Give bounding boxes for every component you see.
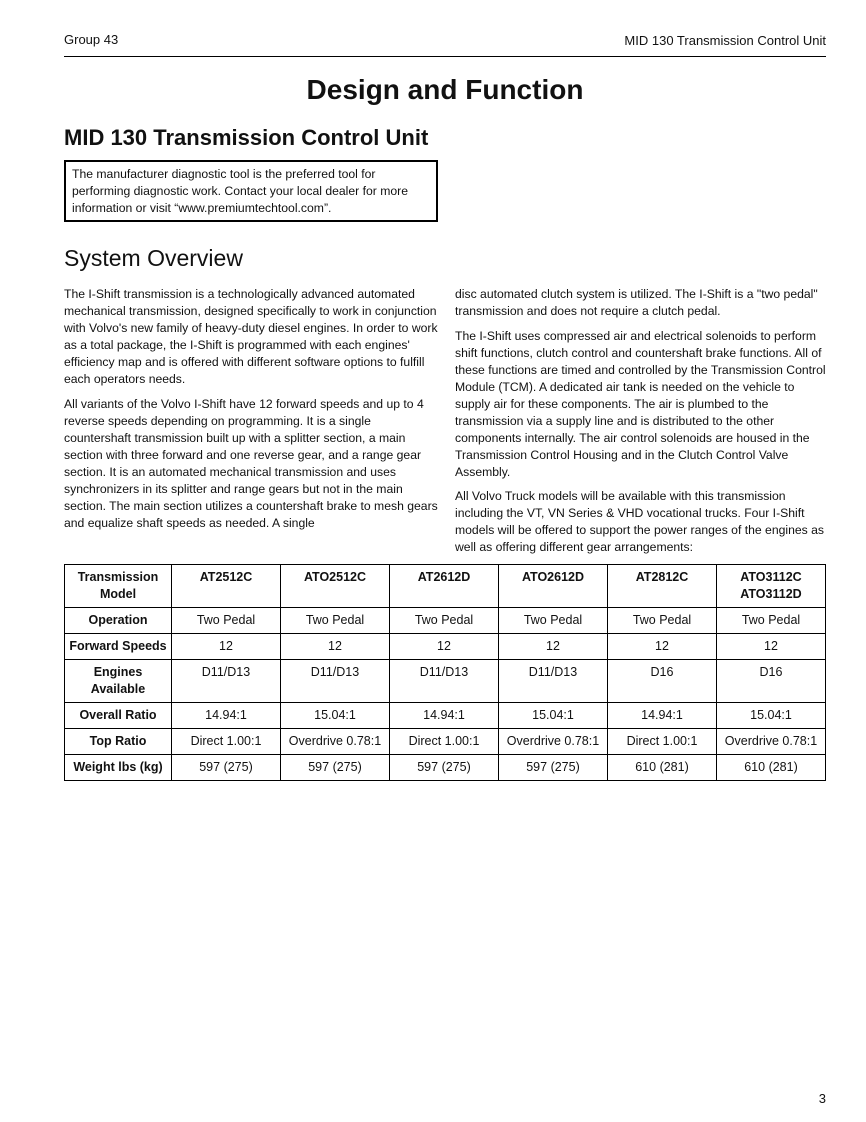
- table-row: [65, 608, 826, 634]
- table-cell: D11/D13: [281, 660, 390, 703]
- table-cell: Overdrive 0.78:1: [717, 729, 826, 755]
- model-header-cell: AT2512C: [172, 565, 281, 608]
- table-cell: D11/D13: [172, 660, 281, 703]
- table-cell: Two Pedal: [281, 608, 390, 634]
- table-cell: 12: [499, 634, 608, 660]
- table-cell: 12: [172, 634, 281, 660]
- header-divider: [64, 56, 826, 57]
- table-cell: 610 (281): [717, 755, 826, 781]
- model-header-cell: AT2612D: [390, 565, 499, 608]
- table-cell: 14.94:1: [390, 703, 499, 729]
- row-label-cell: Top Ratio: [65, 729, 172, 755]
- row-label-cell: Overall Ratio: [65, 703, 172, 729]
- table-cell: Two Pedal: [390, 608, 499, 634]
- model-header-cell: AT2812C: [608, 565, 717, 608]
- row-label-cell: Weight lbs (kg): [65, 755, 172, 781]
- system-overview-heading: System Overview: [64, 245, 243, 271]
- paragraph: The I-Shift transmission is a technologically advanced automated mechanical transmission, designed specifically to work in conjunction with Volvo's new family of heavy-duty diesel engines. In order to work as a total package, the I-Shift is programmed with each engines' efficiency map and is offered with different software options to fulfill each operators needs.: [64, 287, 438, 386]
- table-cell: 597 (275): [499, 755, 608, 781]
- table-cell: Two Pedal: [717, 608, 826, 634]
- table-cell: 597 (275): [281, 755, 390, 781]
- table-row: [65, 634, 826, 660]
- paragraph: disc automated clutch system is utilized. The I-Shift is a "two pedal" transmission and does not require a clutch pedal.: [455, 287, 818, 318]
- model-header-cell: ATO3112C ATO3112D: [717, 565, 826, 608]
- table-cell: 14.94:1: [172, 703, 281, 729]
- header-title: MID 130 Transmission Control Unit: [624, 33, 826, 48]
- table-cell: D11/D13: [390, 660, 499, 703]
- paragraph: The I-Shift uses compressed air and electrical solenoids to perform shift functions, clutch control and countershaft brake functions. All of these functions are timed and controlled by the Transmission Control Module (TCM). A dedicated air tank is needed on the vehicle to supply air for these components. The air is plumbed to the transmission via a supply line and is distributed to the other components internally. The air control solenoids are housed in the Transmission Control Housing and in the Clutch Control Valve Assembly.: [455, 328, 826, 479]
- table-row: [65, 703, 826, 729]
- table-cell: Overdrive 0.78:1: [281, 729, 390, 755]
- table-cell: Two Pedal: [499, 608, 608, 634]
- table-cell: 15.04:1: [281, 703, 390, 729]
- left-column: [64, 286, 438, 539]
- header-label-cell: Transmission Model: [65, 565, 172, 608]
- table-row: [65, 729, 826, 755]
- table-cell: 12: [390, 634, 499, 660]
- model-header-cell: ATO2512C: [281, 565, 390, 608]
- table-cell: 597 (275): [172, 755, 281, 781]
- right-column: [455, 286, 829, 564]
- paragraph: All Volvo Truck models will be available with this transmission including the VT, VN Series & VHD vocational trucks. Four I-Shift models will be offered to support the power ranges of the engines as well as offering different gear arrangements:: [455, 489, 825, 554]
- note-text: The manufacturer diagnostic tool is the preferred tool for performing diagnostic work. Contact your local dealer for more information or visit “www.premiumtechtool.com”.: [72, 167, 408, 215]
- model-header-cell: ATO2612D: [499, 565, 608, 608]
- table-cell: Direct 1.00:1: [172, 729, 281, 755]
- table-row: [65, 755, 826, 781]
- table-cell: 12: [281, 634, 390, 660]
- table-header-row: [65, 565, 826, 608]
- page-title: Design and Function: [306, 74, 584, 105]
- table-cell: D16: [608, 660, 717, 703]
- page-number: 3: [818, 1091, 826, 1106]
- table-cell: 15.04:1: [499, 703, 608, 729]
- transmission-spec-table: [64, 564, 826, 781]
- table-cell: Overdrive 0.78:1: [499, 729, 608, 755]
- header-group: Group 43: [64, 32, 119, 47]
- table-cell: D16: [717, 660, 826, 703]
- table-cell: Direct 1.00:1: [390, 729, 499, 755]
- table-cell: 15.04:1: [717, 703, 826, 729]
- table-cell: 14.94:1: [608, 703, 717, 729]
- table-cell: Direct 1.00:1: [608, 729, 717, 755]
- row-label-cell: Engines Available: [65, 660, 172, 703]
- table-cell: D11/D13: [499, 660, 608, 703]
- row-label-cell: Operation: [65, 608, 172, 634]
- table-cell: 12: [717, 634, 826, 660]
- table-row: [65, 660, 826, 703]
- table-cell: 12: [608, 634, 717, 660]
- note-box: [64, 160, 438, 222]
- paragraph: All variants of the Volvo I-Shift have 12 forward speeds and up to 4 reverse speeds depending on programming. It is a single countershaft transmission built up with a splitter section, a main section with three forward and one reverse gear, and a range gear section. It is an automated mechanical transmission and uses synchronizers in its splitter and range gears but not in the main section. The main section utilizes a countershaft brake to mesh gears and equalize shaft speeds as needed. A single: [64, 396, 438, 530]
- table-cell: Two Pedal: [172, 608, 281, 634]
- table-cell: 610 (281): [608, 755, 717, 781]
- section-subtitle: MID 130 Transmission Control Unit: [64, 125, 429, 150]
- table-cell: 597 (275): [390, 755, 499, 781]
- table-cell: Two Pedal: [608, 608, 717, 634]
- row-label-cell: Forward Speeds: [65, 634, 172, 660]
